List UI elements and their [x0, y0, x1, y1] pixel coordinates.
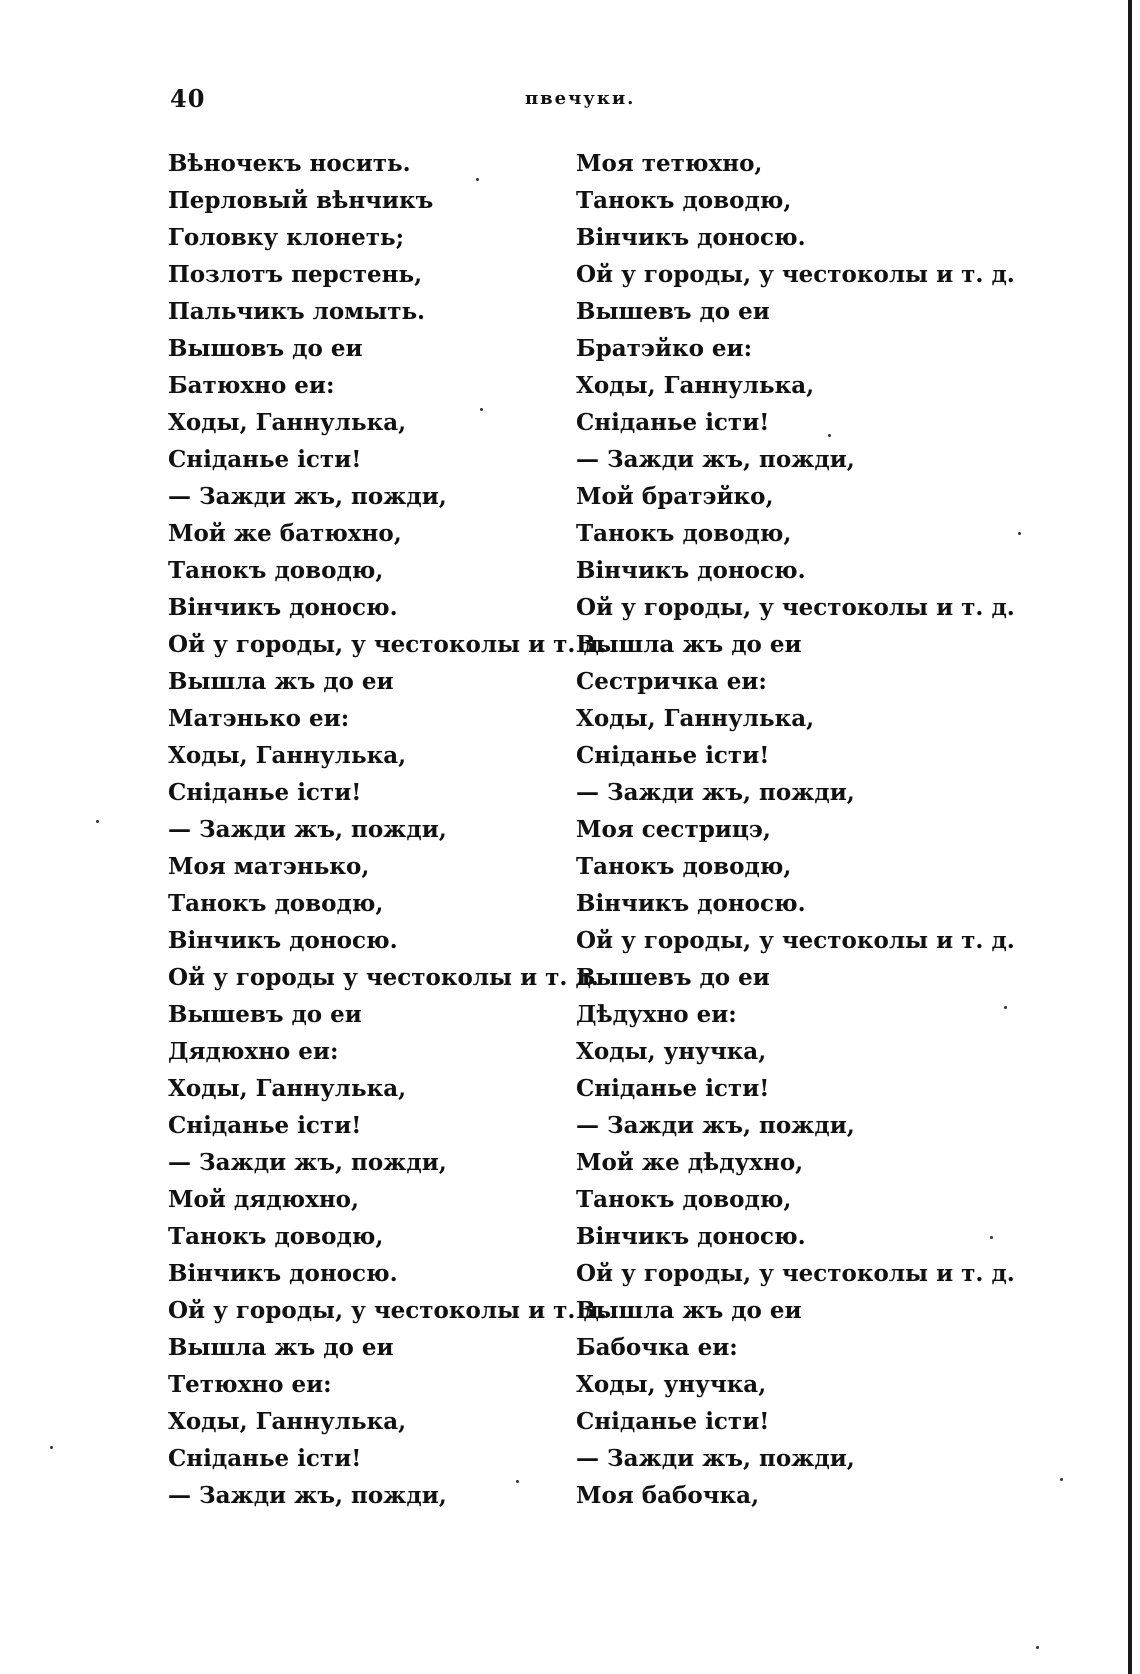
- verse-line: Сніданье істи!: [576, 409, 770, 436]
- verse-line: Мой дядюхно,: [168, 1186, 359, 1213]
- verse-line: Моя матэнько,: [168, 853, 370, 880]
- verse-line: Ой у городы у честоколы и т. д.: [168, 964, 599, 991]
- verse-line: Вінчикъ доносю.: [576, 890, 806, 917]
- verse-line: Танокъ доводю,: [576, 187, 792, 214]
- verse-line: Матэнько еи:: [168, 705, 350, 732]
- verse-line: Ой у городы, у честоколы и т. д.: [576, 261, 1015, 288]
- verse-line: Танокъ доводю,: [168, 557, 384, 584]
- verse-line: Братэйко еи:: [576, 335, 753, 362]
- verse-line: Ходы, Ганнулька,: [168, 1075, 407, 1102]
- verse-line: Вінчикъ доносю.: [576, 1223, 806, 1250]
- verse-line: Сестричка еи:: [576, 668, 767, 695]
- verse-line: Ходы, Ганнулька,: [576, 705, 815, 732]
- verse-line: Танокъ доводю,: [168, 1223, 384, 1250]
- verse-line: Тетюхно еи:: [168, 1371, 332, 1398]
- print-speck: [1036, 1646, 1039, 1649]
- verse-line: Вінчикъ доносю.: [576, 557, 806, 584]
- print-speck: [1004, 1006, 1007, 1009]
- print-speck: [990, 1236, 993, 1239]
- right-column: [576, 145, 1015, 1514]
- verse-line: Сніданье істи!: [576, 1408, 770, 1435]
- verse-line: Перловый вѣнчикъ: [168, 187, 434, 214]
- verse-line: Вышовъ до еи: [168, 335, 363, 362]
- verse-line: — Зажди жъ, пожди,: [576, 1112, 855, 1139]
- verse-line: Танокъ доводю,: [168, 890, 384, 917]
- print-speck: [828, 434, 831, 437]
- verse-line: Ходы, Ганнулька,: [576, 372, 815, 399]
- verse-line: Вышевъ до еи: [576, 964, 770, 991]
- verse-line: — Зажди жъ, пожди,: [168, 1482, 447, 1509]
- verse-line: Бабочка еи:: [576, 1334, 738, 1361]
- verse-line: Ходы, унучка,: [576, 1038, 767, 1065]
- verse-line: Сніданье істи!: [168, 446, 362, 473]
- verse-line: — Зажди жъ, пожди,: [576, 446, 855, 473]
- verse-line: Позлотъ перстень,: [168, 261, 423, 288]
- verse-line: Вінчикъ доносю.: [576, 224, 806, 251]
- verse-line: Вышла жъ до еи: [576, 1297, 802, 1324]
- verse-line: Танокъ доводю,: [576, 520, 792, 547]
- verse-line: Сніданье істи!: [168, 779, 362, 806]
- verse-line: Вінчикъ доносю.: [168, 927, 398, 954]
- verse-line: Головку клонеть;: [168, 224, 405, 251]
- verse-line: Сніданье істи!: [576, 742, 770, 769]
- verse-line: Ой у городы, у честоколы и т. д.: [168, 1297, 607, 1324]
- verse-line: Моя бабочка,: [576, 1482, 760, 1509]
- verse-line: Вышевъ до еи: [576, 298, 770, 325]
- verse-line: Ходы, Ганнулька,: [168, 742, 407, 769]
- verse-line: Мой же дѣдухно,: [576, 1149, 804, 1176]
- print-speck: [480, 408, 483, 411]
- verse-line: Вышла жъ до еи: [168, 1334, 394, 1361]
- verse-line: Моя тетюхно,: [576, 150, 763, 177]
- page-number: 40: [170, 84, 206, 113]
- verse-line: Мой же батюхно,: [168, 520, 402, 547]
- verse-line: Моя сестрицэ,: [576, 816, 771, 843]
- verse-line: — Зажди жъ, пожди,: [168, 483, 447, 510]
- verse-line: Вышла жъ до еи: [168, 668, 394, 695]
- print-speck: [476, 178, 479, 181]
- verse-line: Сніданье істи!: [576, 1075, 770, 1102]
- verse-line: — Зажди жъ, пожди,: [168, 1149, 447, 1176]
- verse-line: Вышевъ до еи: [168, 1001, 362, 1028]
- print-speck: [50, 1446, 53, 1449]
- running-title: пвечуки.: [525, 88, 636, 109]
- verse-line: Дѣдухно еи:: [576, 1001, 737, 1028]
- verse-line: Сніданье істи!: [168, 1112, 362, 1139]
- verse-line: Вінчикъ доносю.: [168, 594, 398, 621]
- verse-line: Ой у городы, у честоколы и т. д.: [576, 594, 1015, 621]
- verse-line: Вінчикъ доносю.: [168, 1260, 398, 1287]
- verse-line: Вѣночекъ носить.: [168, 150, 411, 177]
- print-speck: [516, 1480, 519, 1483]
- verse-line: Батюхно еи:: [168, 372, 335, 399]
- print-speck: [96, 820, 99, 823]
- left-column: [168, 145, 607, 1514]
- verse-line: Ой у городы, у честоколы и т. д.: [576, 1260, 1015, 1287]
- verse-line: Дядюхно еи:: [168, 1038, 339, 1065]
- verse-line: Ходы, Ганнулька,: [168, 1408, 407, 1435]
- verse-line: Сніданье істи!: [168, 1445, 362, 1472]
- page-edge-border: [1128, 0, 1132, 1674]
- print-speck: [1018, 532, 1021, 535]
- verse-line: Мой братэйко,: [576, 483, 774, 510]
- verse-line: Вышла жъ до еи: [576, 631, 802, 658]
- print-speck: [1060, 1478, 1063, 1481]
- verse-line: Ходы, Ганнулька,: [168, 409, 407, 436]
- verse-line: — Зажди жъ, пожди,: [576, 779, 855, 806]
- verse-line: — Зажди жъ, пожди,: [168, 816, 447, 843]
- verse-line: Пальчикъ ломыть.: [168, 298, 426, 325]
- verse-line: Танокъ доводю,: [576, 1186, 792, 1213]
- verse-line: Ой у городы, у честоколы и т. д.: [576, 927, 1015, 954]
- verse-line: Танокъ доводю,: [576, 853, 792, 880]
- verse-line: — Зажди жъ, пожди,: [576, 1445, 855, 1472]
- verse-line: Ходы, унучка,: [576, 1371, 767, 1398]
- verse-line: Ой у городы, у честоколы и т. д.: [168, 631, 607, 658]
